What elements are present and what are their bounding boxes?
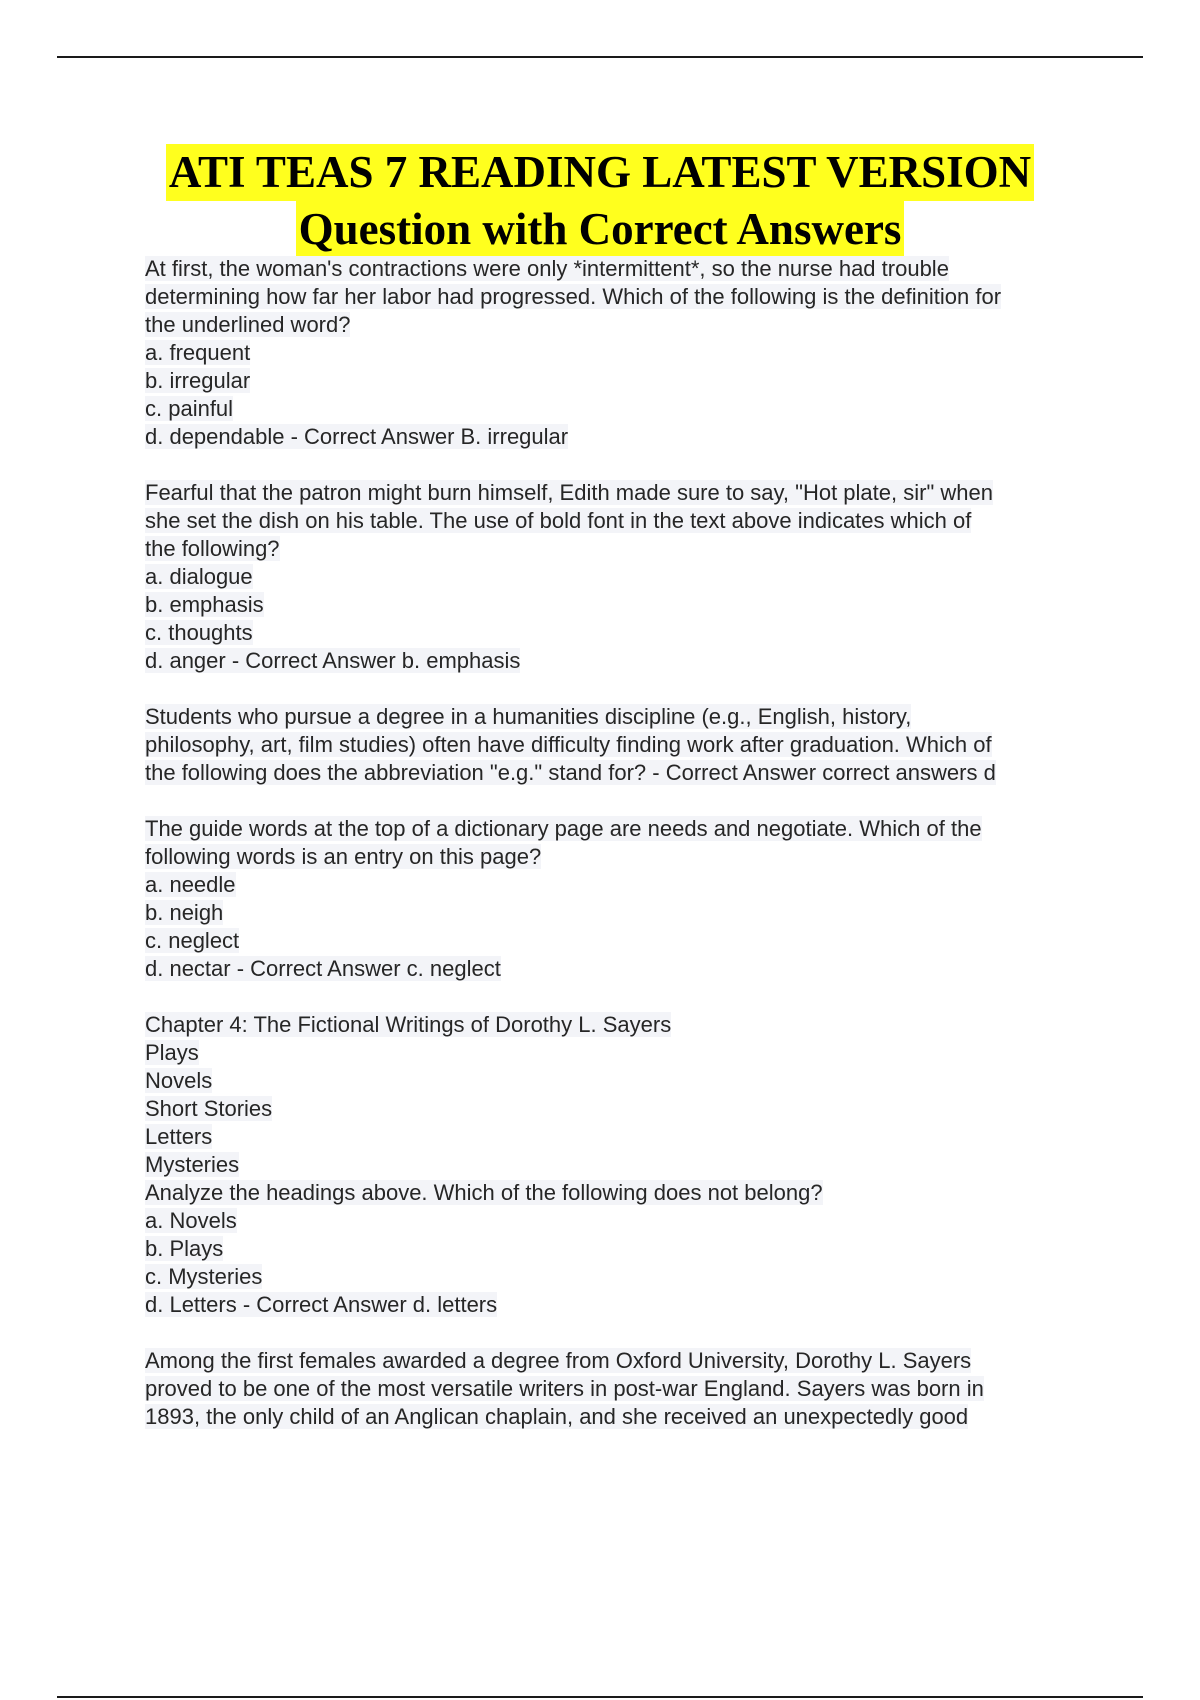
question-line-text: a. frequent [145,340,251,365]
document-title [0,144,1200,258]
question-line-text: proved to be one of the most versatile writers in post-war England. Sayers was born in [145,1376,984,1401]
header-rule [57,56,1143,58]
question-line [145,423,1095,451]
question-line-text: Fearful that the patron might burn himself, Edith made sure to say, "Hot plate, sir" when [145,480,993,505]
question-line-text: a. needle [145,872,236,897]
question-block [145,703,1095,787]
question-line [145,1151,1095,1179]
question-line-text: d. nectar - Correct Answer c. neglect [145,956,501,981]
question-block [145,255,1095,451]
question-line [145,703,1095,731]
question-line [145,395,1095,423]
question-line-text: a. Novels [145,1208,237,1233]
question-line [145,1207,1095,1235]
question-line-text: following words is an entry on this page? [145,844,542,869]
question-line [145,1375,1095,1403]
question-line-text: At first, the woman's contractions were only *intermittent*, so the nurse had trouble [145,256,949,281]
question-line [145,1403,1095,1431]
question-line [145,563,1095,591]
question-line-text: b. Plays [145,1236,224,1261]
question-line-text: Letters [145,1124,213,1149]
question-line-text: Plays [145,1040,199,1065]
question-line [145,1011,1095,1039]
question-line [145,479,1095,507]
question-line [145,871,1095,899]
question-line [145,619,1095,647]
question-line [145,815,1095,843]
question-line [145,759,1095,787]
question-line-text: b. emphasis [145,592,264,617]
question-line [145,1347,1095,1375]
question-line-text: she set the dish on his table. The use of bold font in the text above indicates which of [145,508,972,533]
question-line [145,1235,1095,1263]
question-line [145,283,1095,311]
question-line [145,255,1095,283]
title-line-2: Question with Correct Answers [296,201,905,258]
question-line [145,311,1095,339]
question-line-text: c. thoughts [145,620,253,645]
question-line [145,647,1095,675]
question-line [145,731,1095,759]
question-line-text: b. neigh [145,900,224,925]
question-line [145,507,1095,535]
question-line [145,1263,1095,1291]
question-line-text: c. Mysteries [145,1264,263,1289]
question-line [145,1179,1095,1207]
question-list [145,255,1095,1459]
question-line [145,1067,1095,1095]
question-line-text: c. painful [145,396,234,421]
question-line [145,367,1095,395]
question-line [145,1291,1095,1319]
question-line-text: d. Letters - Correct Answer d. letters [145,1292,498,1317]
question-block [145,1347,1095,1431]
question-line-text: Short Stories [145,1096,273,1121]
question-block [145,815,1095,983]
title-line-1: ATI TEAS 7 READING LATEST VERSION [166,144,1034,201]
question-block [145,479,1095,675]
question-line-text: Among the first females awarded a degree from Oxford University, Dorothy L. Sayers [145,1348,972,1373]
question-line [145,1039,1095,1067]
question-line-text: c. neglect [145,928,240,953]
question-line-text: Analyze the headings above. Which of the following does not belong? [145,1180,823,1205]
question-line-text: philosophy, art, film studies) often have difficulty finding work after graduation. Which of [145,732,992,757]
question-line-text: d. anger - Correct Answer b. emphasis [145,648,521,673]
question-line-text: b. irregular [145,368,251,393]
question-line [145,899,1095,927]
question-line [145,955,1095,983]
question-line-text: a. dialogue [145,564,253,589]
question-line-text: determining how far her labor had progressed. Which of the following is the definition for [145,284,1002,309]
question-line [145,927,1095,955]
question-line [145,843,1095,871]
question-line-text: Chapter 4: The Fictional Writings of Dorothy L. Sayers [145,1012,672,1037]
question-line-text: The guide words at the top of a dictionary page are needs and negotiate. Which of the [145,816,982,841]
question-line [145,1123,1095,1151]
question-line-text: the underlined word? [145,312,351,337]
question-line [145,339,1095,367]
question-line-text: 1893, the only child of an Anglican chaplain, and she received an unexpectedly good [145,1404,969,1429]
question-line-text: the following does the abbreviation "e.g." stand for? - Correct Answer correct answers d [145,760,996,785]
question-block [145,1011,1095,1319]
footer-rule [57,1696,1143,1698]
question-line-text: Novels [145,1068,213,1093]
question-line-text: the following? [145,536,280,561]
question-line-text: Students who pursue a degree in a humanities discipline (e.g., English, history, [145,704,912,729]
question-line [145,591,1095,619]
question-line-text: Mysteries [145,1152,240,1177]
question-line [145,1095,1095,1123]
question-line [145,535,1095,563]
question-line-text: d. dependable - Correct Answer B. irregular [145,424,569,449]
